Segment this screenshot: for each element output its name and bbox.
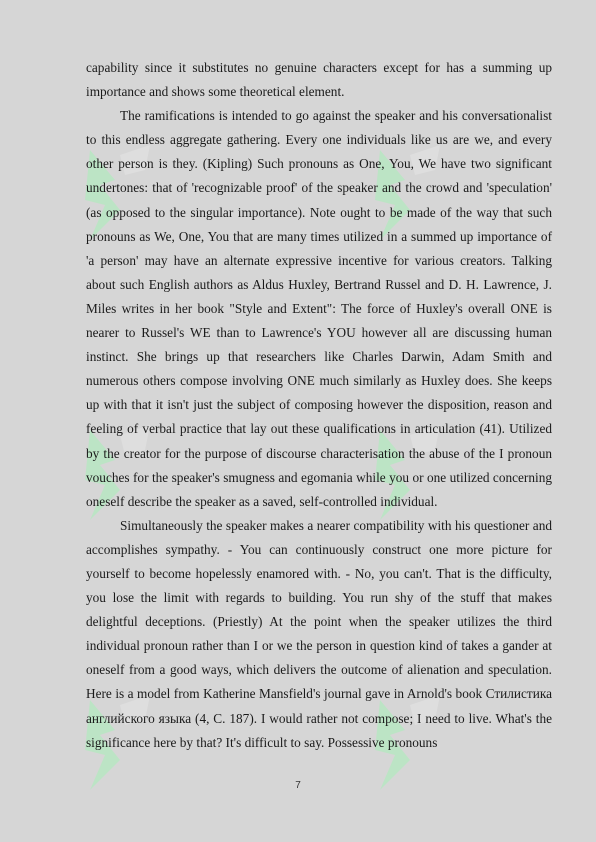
paragraph-2: The ramifications is intended to go against the speaker and his conversationalist to this endless aggregate gathering. Every one individuals like us are we, and every other person is they. (Kipling) Such pronouns as One, You, We have two significant undertones: that of 'recognizable proof' of the speaker and the crowd and 'speculation' (as opposed to the singular importance). Note ought to be made of the way that such pronouns as We, One, You that are many times utilized in a summed up importance of 'a person' may have an alternate expressive incentive for various creators. Talking about such English authors as Aldus Huxley, Bertrand Russel and D. H. Lawrence, J. Miles writes in her book "Style and Extent": The force of Huxley's overall ONE is nearer to Russel's WE than to Lawrence's YOU however all are discussing human instinct. She brings up that researchers like Charles Darwin, Adam Smith and numerous others compose involving ONE much similarly as Huxley does. She keeps up with that it isn't just the subject of composing however the disposition, reason and feeling of verbal practice that lay out these qualifications in articulation (41). Utilized by the creator for the purpose of discourse characterisation the abuse of the I pronoun vouches for the speaker's smugness and egomania while you or one utilized concerning oneself describe the speaker as a saved, self-controlled individual.: [86, 108, 552, 509]
page-number: 7: [295, 780, 301, 791]
paragraph-1: capability since it substitutes no genuine characters except for has a summing up importance and shows some theoretical element.: [86, 60, 552, 100]
paragraph-3: Simultaneously the speaker makes a nearer compatibility with his questioner and accomplishes sympathy. - You can continuously construct one more picture for yourself to become hopelessly enamored with. - No, you can't. That is the difficulty, you lose the limit with regards to building. You run shy of the stuff that makes delightful deceptions. (Priestly) At the point when the speaker utilizes the third individual pronoun rather than I or we the person in question kind of takes a gander at oneself from a good ways, which delivers the outcome of alienation and speculation. Here is a model from Katherine Mansfield's journal gave in Arnold's book Стилистика английского языка (4, С. 187). I would rather not compose; I need to live. What's the significance here by that? It's difficult to say. Possessive pronouns: [86, 517, 552, 750]
body-text: [86, 56, 552, 755]
